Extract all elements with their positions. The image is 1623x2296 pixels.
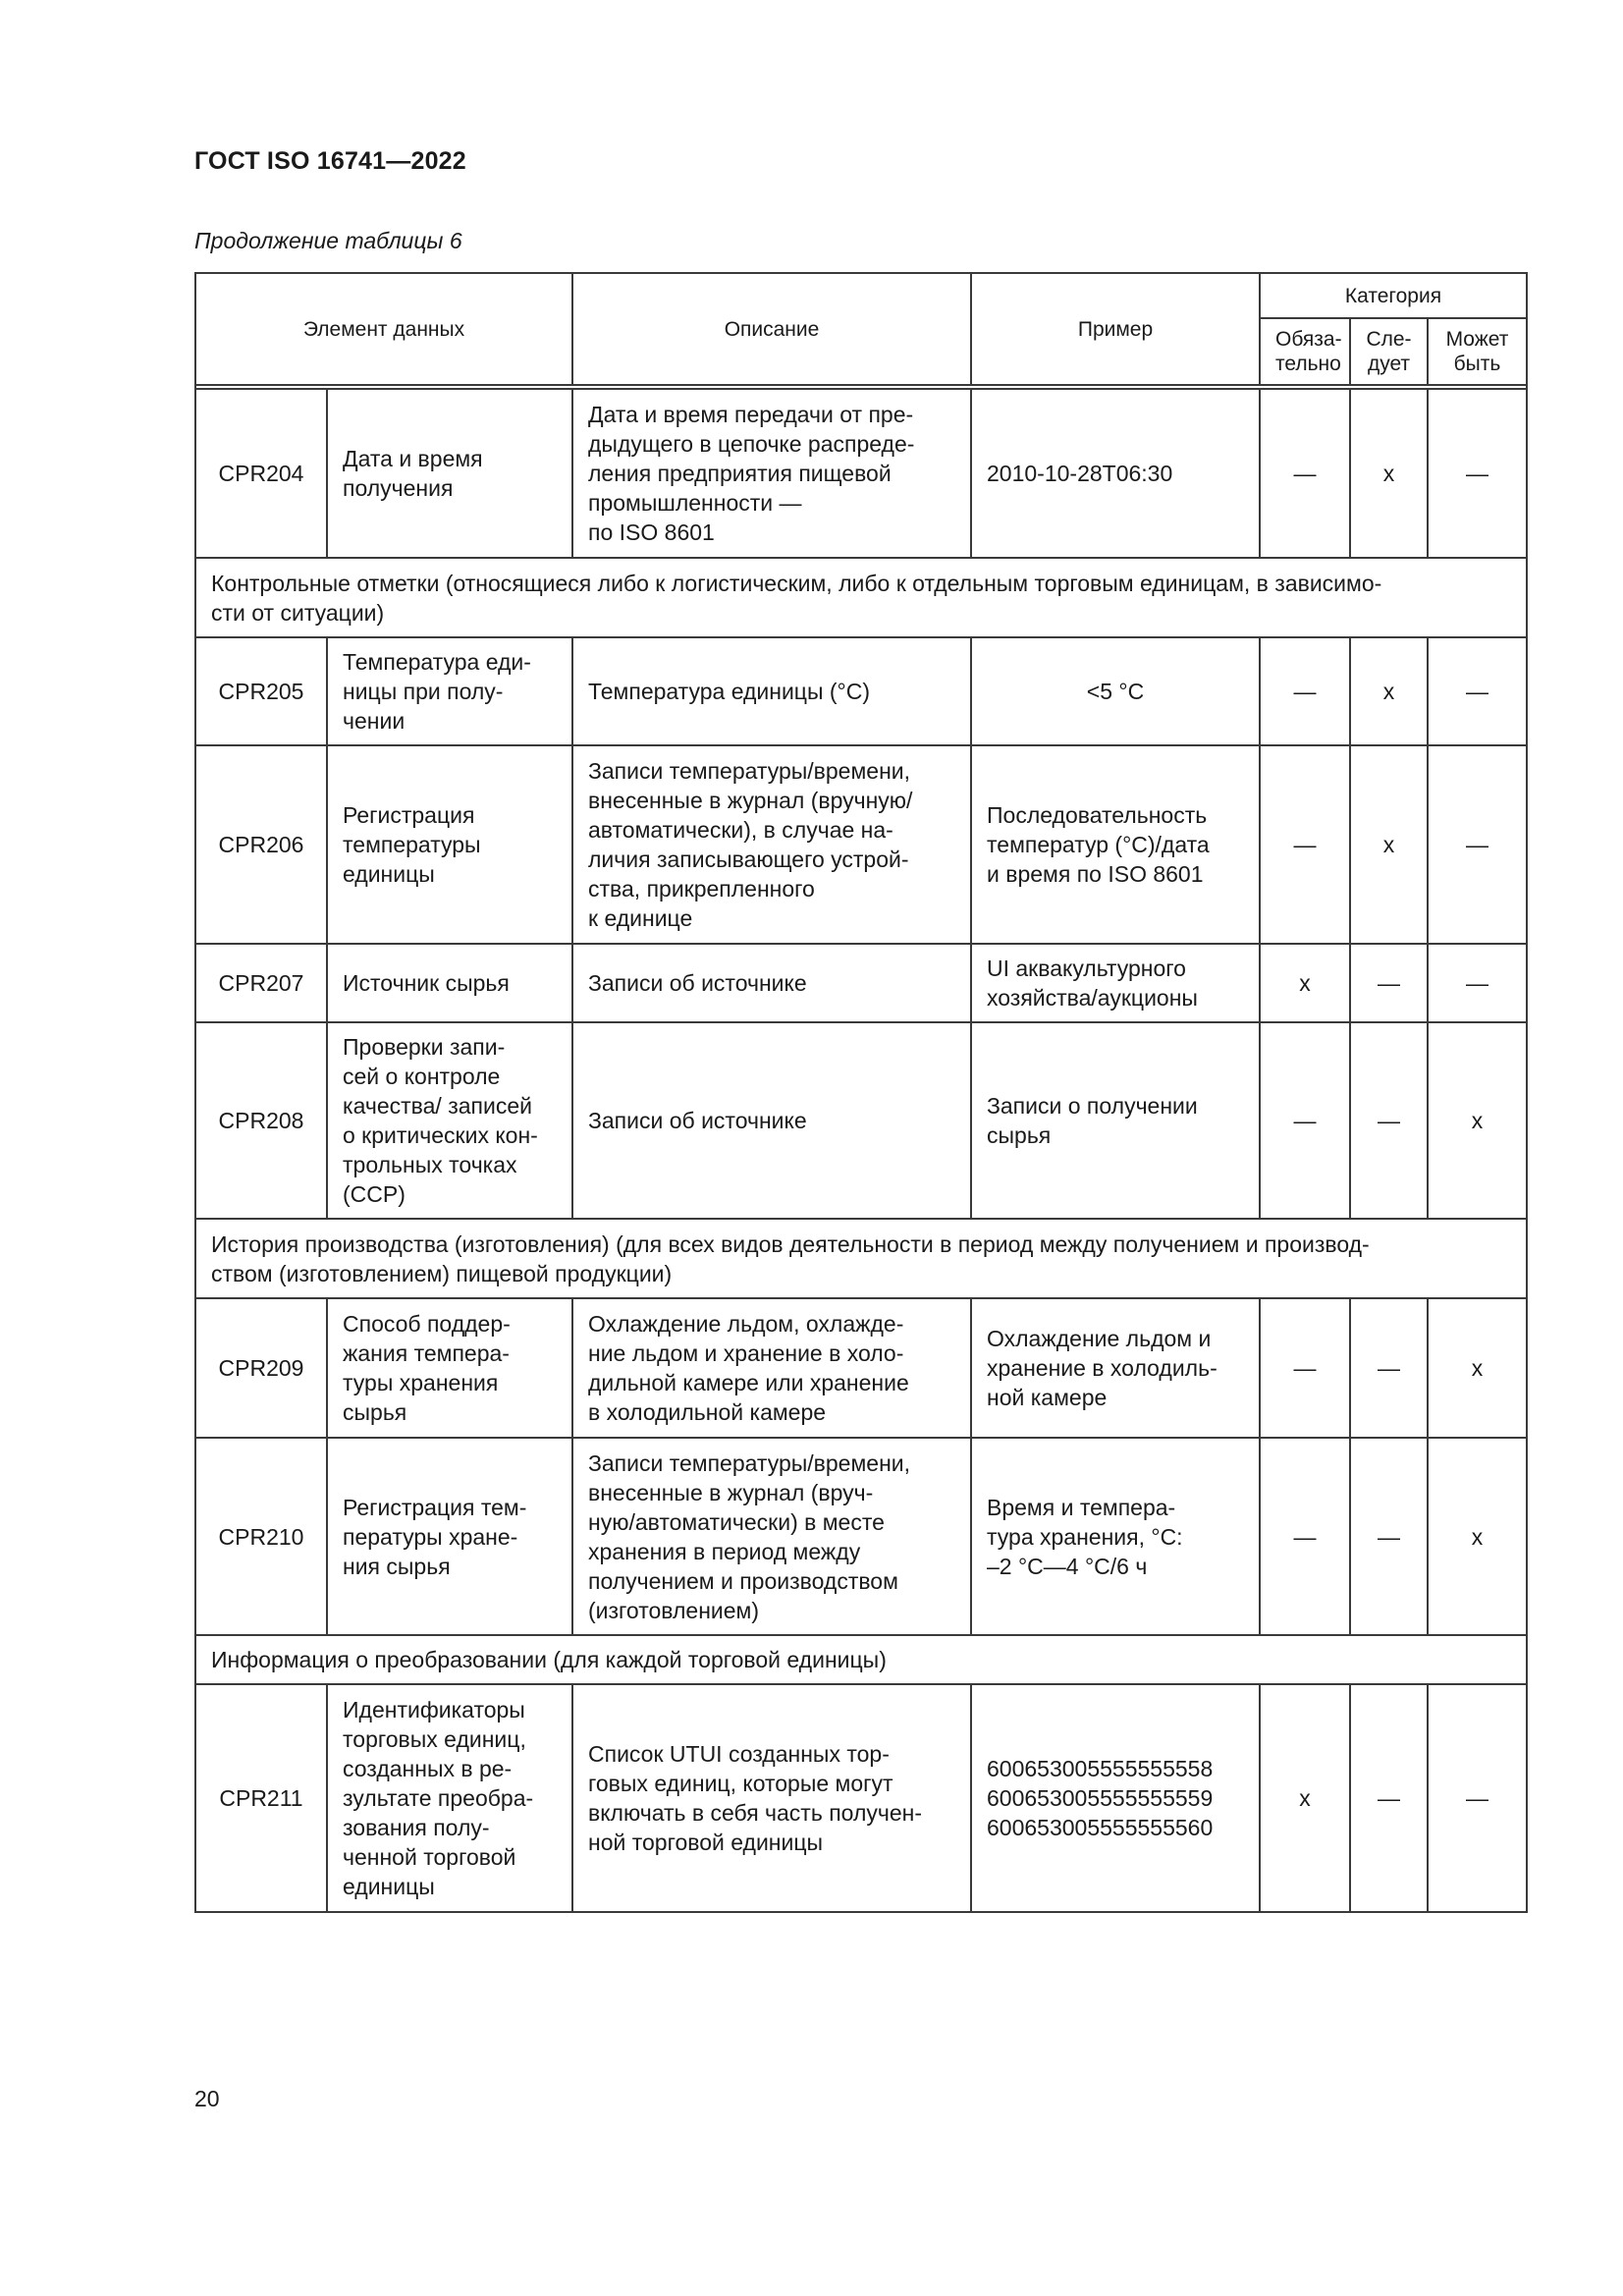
table-row (195, 944, 1527, 1022)
element-example: Время и темпера- тура хранения, °C: –2 °C—4 °C/6 ч (971, 1438, 1260, 1635)
element-name: Способ поддер- жания темпера- туры хранения сырья (327, 1298, 572, 1438)
category-should-cell: x (1350, 745, 1428, 944)
element-code: CPR207 (195, 944, 327, 1022)
category-should-cell: x (1350, 637, 1428, 745)
header-category-should: Сле- дует (1350, 318, 1428, 385)
element-example: Записи о получении сырья (971, 1022, 1260, 1219)
table-row (195, 745, 1527, 944)
element-example: Последовательность температур (°C)/дата и время по ISO 8601 (971, 745, 1260, 944)
category-should-cell: — (1350, 1438, 1428, 1635)
element-description: Температура единицы (°C) (572, 637, 971, 745)
category-mandatory-cell: — (1260, 745, 1350, 944)
category-mandatory-cell: — (1260, 389, 1350, 558)
category-mandatory-cell: x (1260, 944, 1350, 1022)
element-code: CPR206 (195, 745, 327, 944)
table-row (195, 1022, 1527, 1219)
category-should-cell: — (1350, 1022, 1428, 1219)
header-category: Категория (1260, 273, 1527, 318)
element-description: Записи температуры/времени, внесенные в журнал (вручную/ автоматически), в случае на- личия записывающего устрой- ства, прикрепленного к единице (572, 745, 971, 944)
element-description: Охлаждение льдом, охлажде- ние льдом и хранение в холо- дильной камере или хранение в холодильной камере (572, 1298, 971, 1438)
category-may-cell: — (1428, 637, 1527, 745)
category-should-cell: — (1350, 1298, 1428, 1438)
element-example: 2010-10-28T06:30 (971, 389, 1260, 558)
category-mandatory-cell: — (1260, 1438, 1350, 1635)
category-may-cell: — (1428, 389, 1527, 558)
section-row (195, 1219, 1527, 1298)
table-caption: Продолжение таблицы 6 (194, 228, 462, 253)
category-may-cell: — (1428, 1684, 1527, 1912)
header-data-element: Элемент данных (195, 273, 572, 385)
element-description: Записи об источнике (572, 1022, 971, 1219)
category-mandatory-cell: x (1260, 1684, 1350, 1912)
category-should-cell: — (1350, 944, 1428, 1022)
category-may-cell: x (1428, 1022, 1527, 1219)
element-example: 600653005555555558 600653005555555559 600653005555555560 (971, 1684, 1260, 1912)
element-code: CPR208 (195, 1022, 327, 1219)
category-may-cell: — (1428, 745, 1527, 944)
section-row (195, 558, 1527, 637)
section-heading: Контрольные отметки (относящиеся либо к логистическим, либо к отдельным торговым единицам, в зависимо- сти от ситуации) (195, 558, 1527, 637)
table-row (195, 1684, 1527, 1912)
element-example: UI аквакультурного хозяйства/аукционы (971, 944, 1260, 1022)
category-mandatory-cell: — (1260, 1022, 1350, 1219)
element-description: Список UTUI созданных тор- говых единиц, которые могут включать в себя часть получен- ной торговой единицы (572, 1684, 971, 1912)
category-mandatory-cell: — (1260, 637, 1350, 745)
category-may-cell: x (1428, 1298, 1527, 1438)
header-category-may: Может быть (1428, 318, 1527, 385)
document-title: ГОСТ ISO 16741—2022 (194, 147, 466, 175)
header-description: Описание (572, 273, 971, 385)
element-description: Записи температуры/времени, внесенные в журнал (вруч- ную/автоматически) в месте хранения в период между получением и производством (изготовлением) (572, 1438, 971, 1635)
table-row (195, 1298, 1527, 1438)
page-number: 20 (194, 2086, 220, 2111)
element-name: Проверки запи- сей о контроле качества/ записей о критических кон- трольных точках (CCP) (327, 1022, 572, 1219)
table-row (195, 637, 1527, 745)
element-code: CPR205 (195, 637, 327, 745)
element-name: Дата и время получения (327, 389, 572, 558)
element-name: Температура еди- ницы при полу- чении (327, 637, 572, 745)
category-may-cell: — (1428, 944, 1527, 1022)
table-row (195, 1438, 1527, 1635)
element-code: CPR209 (195, 1298, 327, 1438)
data-elements-table (194, 272, 1528, 1913)
category-mandatory-cell: — (1260, 1298, 1350, 1438)
element-example: <5 °C (971, 637, 1260, 745)
section-row (195, 1635, 1527, 1684)
header-category-mandatory: Обяза- тельно (1260, 318, 1350, 385)
element-name: Источник сырья (327, 944, 572, 1022)
element-code: CPR211 (195, 1684, 327, 1912)
element-description: Записи об источнике (572, 944, 971, 1022)
element-description: Дата и время передачи от пре- дыдущего в цепочке распреде- ления предприятия пищевой промышленности — по ISO 8601 (572, 389, 971, 558)
category-should-cell: x (1350, 389, 1428, 558)
section-heading: Информация о преобразовании (для каждой торговой единицы) (195, 1635, 1527, 1684)
element-example: Охлаждение льдом и хранение в холодиль- ной камере (971, 1298, 1260, 1438)
table-header (195, 273, 1527, 389)
section-heading: История производства (изготовления) (для всех видов деятельности в период между получением и производ- ством (изготовлением) пищевой продукции) (195, 1219, 1527, 1298)
table-body (195, 389, 1527, 1912)
table-row (195, 389, 1527, 558)
header-example: Пример (971, 273, 1260, 385)
element-code: CPR204 (195, 389, 327, 558)
category-should-cell: — (1350, 1684, 1428, 1912)
element-name: Регистрация температуры единицы (327, 745, 572, 944)
element-name: Идентификаторы торговых единиц, созданных в ре- зультате преобра- зования полу- ченной торговой единицы (327, 1684, 572, 1912)
category-may-cell: x (1428, 1438, 1527, 1635)
element-code: CPR210 (195, 1438, 327, 1635)
element-name: Регистрация тем- пературы хране- ния сырья (327, 1438, 572, 1635)
